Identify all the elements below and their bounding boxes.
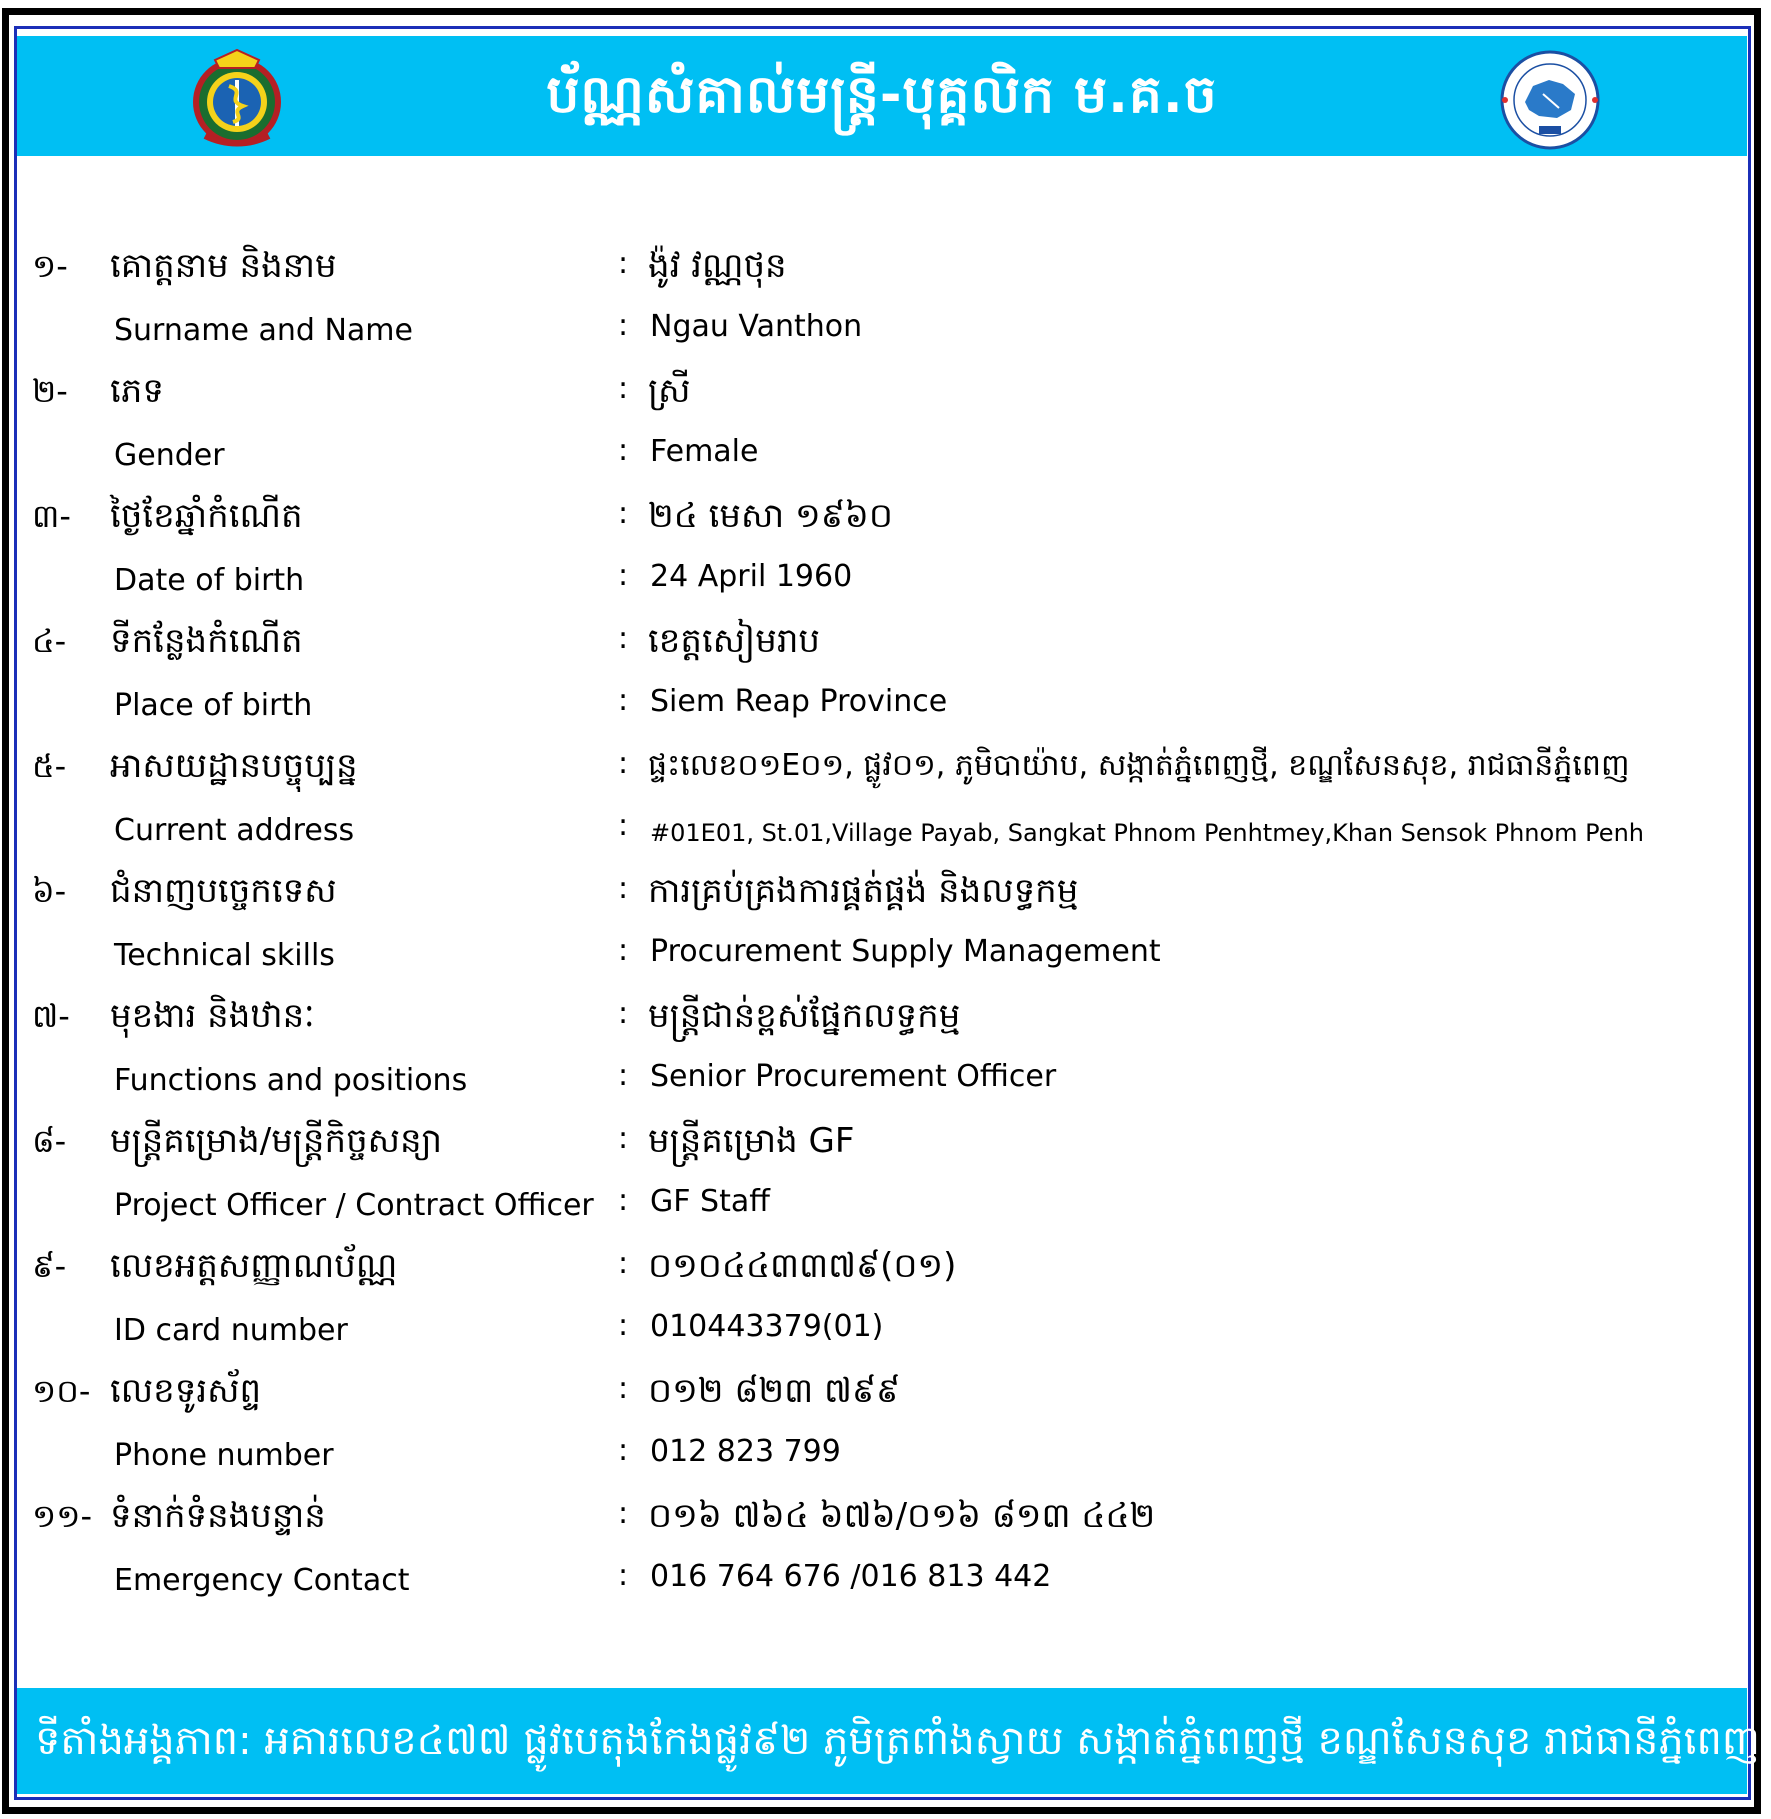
field-colon: : [618, 933, 629, 968]
field-row-en [0, 1548, 1771, 1610]
field-label-en: Functions and positions [114, 1063, 468, 1098]
field-colon: : [618, 621, 629, 656]
field-label-kh: ទីកន្លែងកំណើត [110, 621, 303, 661]
field-label-kh: លេខទូរស័ព្ទ [110, 1371, 262, 1411]
field-colon: : [618, 746, 629, 781]
field-colon: : [618, 496, 629, 531]
field-label-en: ID card number [114, 1313, 348, 1348]
field-label-en: Current address [114, 813, 355, 848]
field-colon: : [618, 1121, 629, 1156]
field-colon: : [618, 1183, 629, 1218]
field-label-en: Emergency Contact [114, 1563, 410, 1598]
field-label-kh: លេខអត្តសញ្ញាណប័ណ្ណ [110, 1246, 398, 1286]
field-row-kh [0, 1361, 1771, 1423]
field-row-en [0, 673, 1771, 735]
field-row-kh [0, 861, 1771, 923]
field-colon: : [618, 308, 629, 343]
field-value-kh: ការគ្រប់គ្រងការផ្គត់ផ្គង់ និងលទ្ធកម្ម [648, 871, 1079, 911]
field-colon: : [618, 1496, 629, 1531]
field-value-en: Female [650, 434, 759, 469]
field-value-kh: ០១២ ៨២៣ ៧៩៩ [648, 1371, 901, 1411]
field-colon: : [618, 246, 629, 281]
field-value-en: 016 764 676 /016 813 442 [650, 1559, 1052, 1594]
field-row-kh [0, 1236, 1771, 1298]
field-colon: : [618, 1371, 629, 1406]
field-row-kh [0, 361, 1771, 423]
field-colon: : [618, 1246, 629, 1281]
field-number: ៣- [32, 497, 71, 535]
field-row-kh [0, 486, 1771, 548]
field-value-kh: ០១០៤៤៣៣៧៩(០១) [648, 1246, 957, 1286]
field-colon: : [618, 683, 629, 718]
field-value-en: 010443379(01) [650, 1309, 884, 1344]
field-row-kh [0, 611, 1771, 673]
field-colon: : [618, 808, 629, 843]
field-label-en: Phone number [114, 1438, 334, 1473]
field-value-en: 24 April 1960 [650, 559, 853, 594]
field-label-en: Surname and Name [114, 313, 413, 348]
field-number: ៩- [32, 1247, 67, 1285]
field-number: ៤- [32, 622, 67, 660]
field-label-kh: អាសយដ្ឋានបច្ចុប្បន្ន [110, 746, 358, 786]
field-number: ១០- [32, 1372, 91, 1410]
header-title: ប័ណ្ណសំគាល់មន្រ្តី-បុគ្គលិក ម.គ.ច [546, 65, 1218, 125]
field-label-kh: ថ្ងៃខែឆ្នាំកំណើត [110, 496, 303, 536]
field-value-kh: ង៉ូវ វណ្ណថុន [648, 246, 787, 286]
field-row-kh [0, 736, 1771, 798]
field-value-kh: មន្រ្តីគម្រោង GF [648, 1121, 855, 1161]
field-value-en: Procurement Supply Management [650, 934, 1161, 969]
field-colon: : [618, 558, 629, 593]
field-label-en: Place of birth [114, 688, 313, 723]
field-row-en [0, 1173, 1771, 1235]
field-row-en [0, 423, 1771, 485]
field-number: ៧- [32, 997, 70, 1035]
field-label-kh: គោត្តនាម និងនាម [110, 246, 337, 286]
field-label-en: Project Officer / Contract Officer [114, 1188, 594, 1223]
field-colon: : [618, 1558, 629, 1593]
field-value-kh: ខេត្តសៀមរាប [648, 621, 820, 661]
field-row-kh [0, 236, 1771, 298]
field-value-en: GF Staff [650, 1184, 770, 1219]
field-value-kh: ០១៦ ៧៦៤ ៦៧៦/០១៦ ៨១៣ ៤៤២ [648, 1496, 1156, 1536]
field-row-en [0, 798, 1771, 860]
field-label-kh: ភេទ [110, 371, 164, 411]
header-band [17, 36, 1747, 156]
field-number: ៥- [32, 747, 67, 785]
footer-address: ទីតាំងអង្គភាព: អគារលេខ៤៧៧ ផ្លូវបេតុងកែងផ្លូវ៩២ ភូមិត្រពាំងស្វាយ សង្កាត់ភ្នំពេញថ្មី ខណ្ឌសែនសុខ រាជធានីភ្នំពេញ [35, 1718, 1760, 1764]
field-label-en: Date of birth [114, 563, 305, 598]
field-number: ២- [32, 372, 68, 410]
field-row-en [0, 298, 1771, 360]
field-row-kh [0, 1486, 1771, 1548]
field-value-kh: ផ្ទះលេខ០១E០១, ផ្លូវ០១, ភូមិបាយ៉ាប, សង្កាត់ភ្នំពេញថ្មី, ខណ្ឌសែនសុខ, រាជធានីភ្នំពេញ [648, 748, 1630, 783]
field-value-en: Siem Reap Province [650, 684, 948, 719]
field-row-en [0, 923, 1771, 985]
field-number: ១- [32, 247, 68, 285]
field-colon: : [618, 1058, 629, 1093]
field-value-en: Senior Procurement Officer [650, 1059, 1057, 1094]
cms-logo-icon [1499, 50, 1601, 150]
field-number: ៦- [32, 872, 67, 910]
field-value-en: Ngau Vanthon [650, 309, 863, 344]
field-value-en: #01E01, St.01,Village Payab, Sangkat Phnom Penhtmey,Khan Sensok Phnom Penh [650, 819, 1644, 847]
field-value-kh: មន្ត្រីជាន់ខ្ពស់ផ្នែកលទ្ធកម្ម [648, 996, 961, 1036]
field-row-en [0, 1298, 1771, 1360]
field-label-kh: មន្រ្តីគម្រោង/មន្ត្រីកិច្ចសន្យា [110, 1121, 443, 1161]
field-colon: : [618, 1308, 629, 1343]
field-row-en [0, 1423, 1771, 1485]
field-label-kh: មុខងារ និងឋានៈ [110, 996, 315, 1036]
field-row-en [0, 548, 1771, 610]
field-label-en: Gender [114, 438, 225, 473]
field-colon: : [618, 433, 629, 468]
field-label-kh: ទំនាក់ទំនងបន្ទាន់ [110, 1496, 326, 1536]
field-number: ៨- [32, 1122, 67, 1160]
field-row-en [0, 1048, 1771, 1110]
field-label-kh: ជំនាញបច្ចេកទេស [110, 871, 337, 911]
field-value-en: 012 823 799 [650, 1434, 841, 1469]
field-colon: : [618, 996, 629, 1031]
field-colon: : [618, 871, 629, 906]
footer-band [17, 1688, 1760, 1794]
field-colon: : [618, 1433, 629, 1468]
field-row-kh [0, 986, 1771, 1048]
field-value-kh: ស្រី [648, 371, 691, 411]
field-colon: : [618, 371, 629, 406]
field-number: ១១- [32, 1497, 92, 1535]
field-label-en: Technical skills [114, 938, 335, 973]
field-row-kh [0, 1111, 1771, 1173]
field-value-kh: ២៤ មេសា ១៩៦០ [648, 496, 893, 536]
